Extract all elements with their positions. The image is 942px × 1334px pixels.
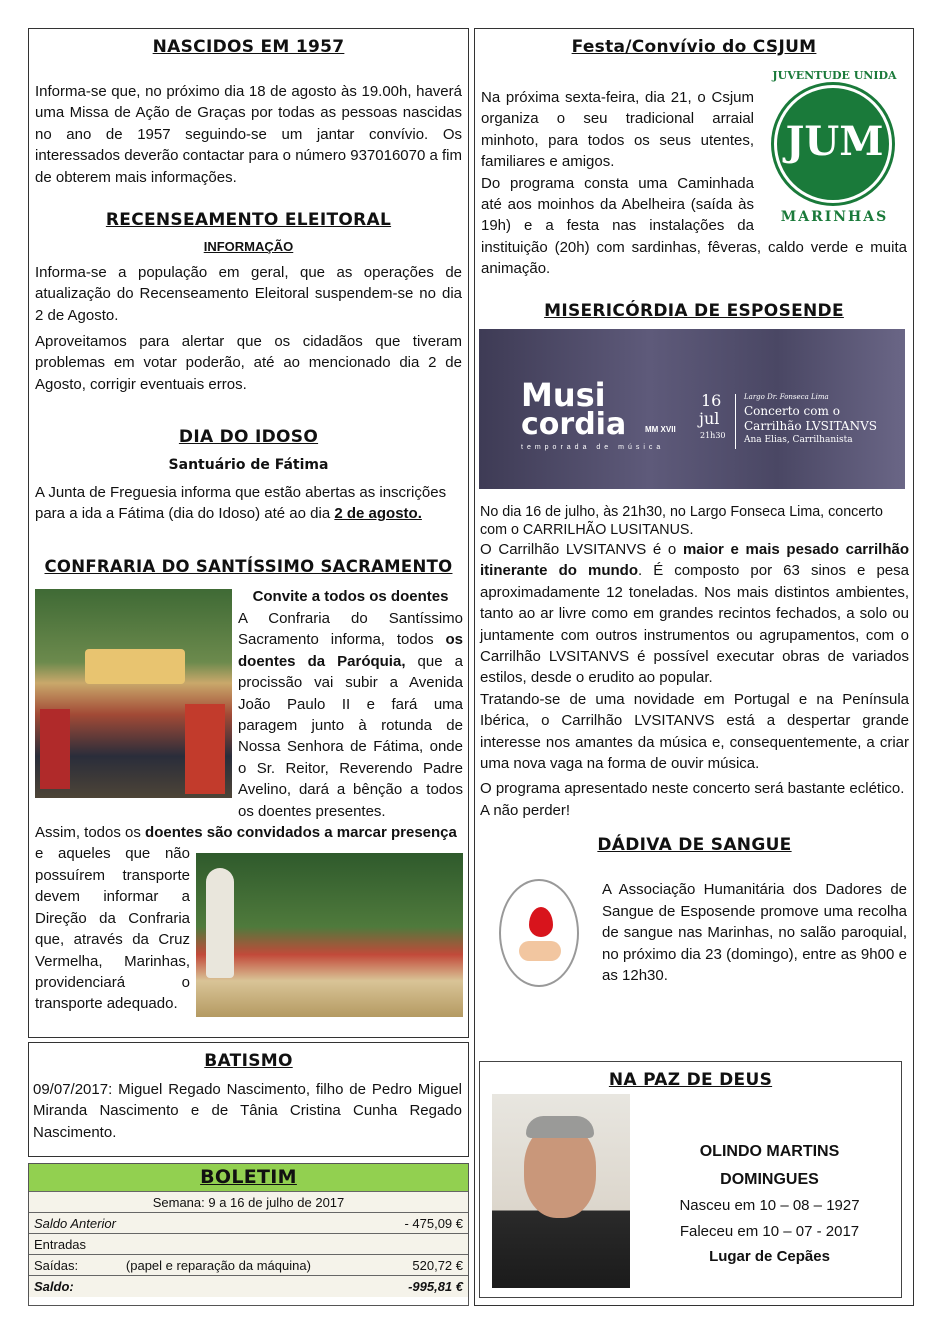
deceased-place: Lugar de Cepães bbox=[709, 1248, 830, 1265]
confraria-body bbox=[35, 586, 463, 1017]
boletim-section bbox=[28, 1163, 469, 1306]
recenseamento-p2: Aproveitamos para alertar que os cidadãos que tiveram problemas em votar poderão, até ao mencionado dia 2 de Agosto, corrigir eventuais erros. bbox=[35, 333, 462, 393]
confraria-text-2 bbox=[35, 822, 463, 843]
row-label: Entradas bbox=[29, 1234, 121, 1255]
paz-title: NA PAZ DE DEUS bbox=[608, 1070, 773, 1090]
festa-title: Festa/Convívio do CSJUM bbox=[571, 37, 817, 57]
banner-day: 16 bbox=[701, 391, 722, 410]
boletim-semana: Semana: 9 a 16 de julho de 2017 bbox=[29, 1192, 468, 1213]
table-row bbox=[29, 1255, 468, 1276]
banner-place: Largo Dr. Fonseca Lima bbox=[744, 393, 829, 401]
sangue-title: DÁDIVA DE SANGUE bbox=[597, 835, 792, 856]
deceased-name-1: OLINDO MARTINS bbox=[699, 1143, 840, 1160]
sangue-text: A Associação Humanitária dos Dadores de Sangue de Esposende promove uma recolha de sangue nas Marinhas, no salão paroquial, no próximo dia 23 (domingo), entre as 9h00 e as 12h30. bbox=[602, 881, 907, 984]
boletim-semana-row bbox=[29, 1192, 468, 1213]
nascidos-title: NASCIDOS EM 1957 bbox=[152, 37, 345, 57]
deceased-photo bbox=[492, 1094, 630, 1288]
sangue-body bbox=[480, 879, 909, 987]
confraria-t3: Assim, todos os bbox=[35, 824, 146, 842]
paz-section bbox=[479, 1061, 902, 1298]
idoso-text bbox=[35, 482, 462, 525]
confraria-subtitle: Convite a todos os doentes bbox=[252, 588, 449, 605]
misericordia-p3: Tratando-se de uma novidade em Portugal e na Península Ibérica, o Carrilhão LVSITANVS está a despertar grande interesse nos amantes da música e, consequentemente, a criar uma nova vaga na forma de ouvir música. bbox=[480, 690, 909, 773]
misericordia-p2a: O Carrilhão LVSITANVS é o bbox=[480, 541, 683, 558]
banner-brand-1: Musi bbox=[521, 376, 606, 414]
row-note bbox=[121, 1234, 378, 1255]
idoso-body: A Junta de Freguesia informa que estão abertas as inscrições para a ida a Fátima (dia do Idoso) até ao dia bbox=[35, 484, 447, 523]
banner-artist: Ana Elias, Carrilhanista bbox=[744, 435, 853, 445]
batismo-section bbox=[28, 1042, 469, 1157]
jum-logo-top: JUVENTUDE UNIDA bbox=[772, 69, 897, 82]
misericordia-p4: O programa apresentado neste concerto será bastante eclético. bbox=[480, 780, 905, 798]
row-value: -995,81 € bbox=[378, 1276, 468, 1297]
misericordia-title: MISERICÓRDIA DE ESPOSENDE bbox=[544, 301, 844, 321]
row-value: - 475,09 € bbox=[378, 1213, 468, 1234]
misericordia-body bbox=[480, 503, 909, 987]
row-value: 520,72 € bbox=[378, 1255, 468, 1276]
festa-p1: Na próxima sexta-feira, dia 21, o Csjum organiza o seu tradicional arraial minhoto, para todos os seus utentes, familiares e amigos. bbox=[481, 89, 754, 171]
confraria-title: CONFRARIA DO SANTÍSSIMO SACRAMENTO bbox=[44, 557, 453, 576]
row-label: Saldo Anterior bbox=[29, 1213, 121, 1234]
fatima-statue-photo bbox=[196, 853, 463, 1017]
idoso-subtitle: Santuário de Fátima bbox=[168, 457, 329, 473]
banner-month: jul bbox=[699, 409, 720, 428]
idoso-date: 2 de agosto. bbox=[334, 505, 422, 523]
confraria-text-3: e aqueles que não possuírem transporte devem informar a Direção da Confraria que, através da Cruz Vermelha, Marinhas, providenciará o transporte adequado. bbox=[35, 845, 190, 1013]
row-note bbox=[121, 1276, 378, 1297]
confraria-t3b: doentes são convidados a marcar presença bbox=[145, 824, 457, 842]
banner-brand-2: cordia bbox=[521, 407, 627, 442]
table-row bbox=[29, 1276, 468, 1297]
banner-season: temporada de música bbox=[521, 444, 665, 451]
misericordia-p2 bbox=[480, 539, 909, 689]
row-value bbox=[378, 1234, 468, 1255]
confraria-t2: que a procissão vai subir a Avenida João Paulo II e fará uma paragem junto à rotunda de Nossa Senhora de Fátima, onde o Sr. Reitor, Reverendo Padre Avelino, dará a bênção a todos os doentes presentes. bbox=[238, 652, 463, 820]
misericordia-p1: No dia 16 de julho, às 21h30, no Largo Fonseca Lima, concerto com o CARRILHÃO LUSITANUS. bbox=[480, 504, 883, 538]
confraria-t1: A Confraria do Santíssimo Sacramento informa, todos bbox=[238, 610, 463, 649]
misericordia-p5: A não perder! bbox=[480, 801, 571, 819]
misericordia-p2b: maior e mais pesado carrilhão itinerante do mundo bbox=[480, 541, 909, 580]
procession-photo bbox=[35, 589, 232, 798]
boletim-header bbox=[29, 1164, 468, 1191]
banner-line2: Carrilhão LVSITANVS bbox=[744, 419, 877, 433]
nascidos-text: Informa-se que, no próximo dia 18 de agosto às 19.00h, haverá uma Missa de Ação de Graças por todas as pessoas nascidas no ano de 1957 seguindo-se um jantar convívio. Os interessados deverão contactar para o número 937016070 a fim de obterem mais informações. bbox=[35, 83, 462, 186]
deceased-born: Nasceu em 10 – 08 – 1927 bbox=[679, 1197, 860, 1214]
left-column bbox=[28, 28, 469, 1038]
jum-logo-center: JUM bbox=[785, 118, 884, 165]
festa-p2-text: Do programa consta uma Caminhada até aos moinhos da Abelheira (saída às 19h) e a festa nas instalações da instituição (20h) com sardinhas, fêveras, caldo verde e muita animação. bbox=[481, 174, 907, 278]
banner-line1: Concerto com o bbox=[744, 404, 840, 418]
row-note bbox=[121, 1213, 378, 1234]
right-column bbox=[474, 28, 914, 1306]
idoso-title: DIA DO IDOSO bbox=[178, 427, 319, 447]
boletim-title: BOLETIM bbox=[200, 1166, 297, 1188]
musicordia-banner bbox=[479, 329, 905, 489]
recenseamento-p1: Informa-se a população em geral, que as operações de atualização do Recenseamento Eleitoral suspendem-se no dia 2 de Agosto. bbox=[35, 264, 462, 324]
recenseamento-title: RECENSEAMENTO ELEITORAL bbox=[105, 210, 392, 230]
boletim-table bbox=[29, 1191, 468, 1297]
deceased-died: Faleceu em 10 – 07 - 2017 bbox=[679, 1223, 860, 1240]
row-label: Saídas: bbox=[29, 1255, 121, 1276]
table-row bbox=[29, 1213, 468, 1234]
banner-roman: MM XVII bbox=[645, 425, 676, 434]
deceased-name-2: DOMINGUES bbox=[720, 1171, 819, 1188]
jum-logo-bottom: MARINHAS bbox=[780, 209, 889, 225]
batismo-text: 09/07/2017: Miguel Regado Nascimento, filho de Pedro Miguel Miranda Nascimento e de Tânia Cristina Cunha Regado Nascimento. bbox=[33, 1081, 462, 1141]
row-note: (papel e reparação da máquina) bbox=[121, 1255, 378, 1276]
blood-donation-logo bbox=[499, 879, 579, 987]
recenseamento-subtitle: INFORMAÇÃO bbox=[203, 239, 294, 254]
banner-time: 21h30 bbox=[700, 431, 726, 440]
confraria-t1b: os doentes da Paróquia, bbox=[238, 631, 463, 670]
jum-logo bbox=[762, 69, 907, 227]
batismo-title: BATISMO bbox=[204, 1051, 293, 1071]
festa-body bbox=[481, 69, 907, 280]
misericordia-p2c: . É composto por 63 sinos e pesa aproximadamente 12 toneladas. Nos mais distintos ambientes, tanto ao ar livre como em grandes recintos fechados, a solo ou juntamente com outros instrumentos ou agrupamentos, com o Carrilhão LVSITANVS é possível executar obras de variados estilos, desde o erudito ao popular. bbox=[480, 562, 909, 687]
row-label: Saldo: bbox=[29, 1276, 121, 1297]
table-row bbox=[29, 1234, 468, 1255]
